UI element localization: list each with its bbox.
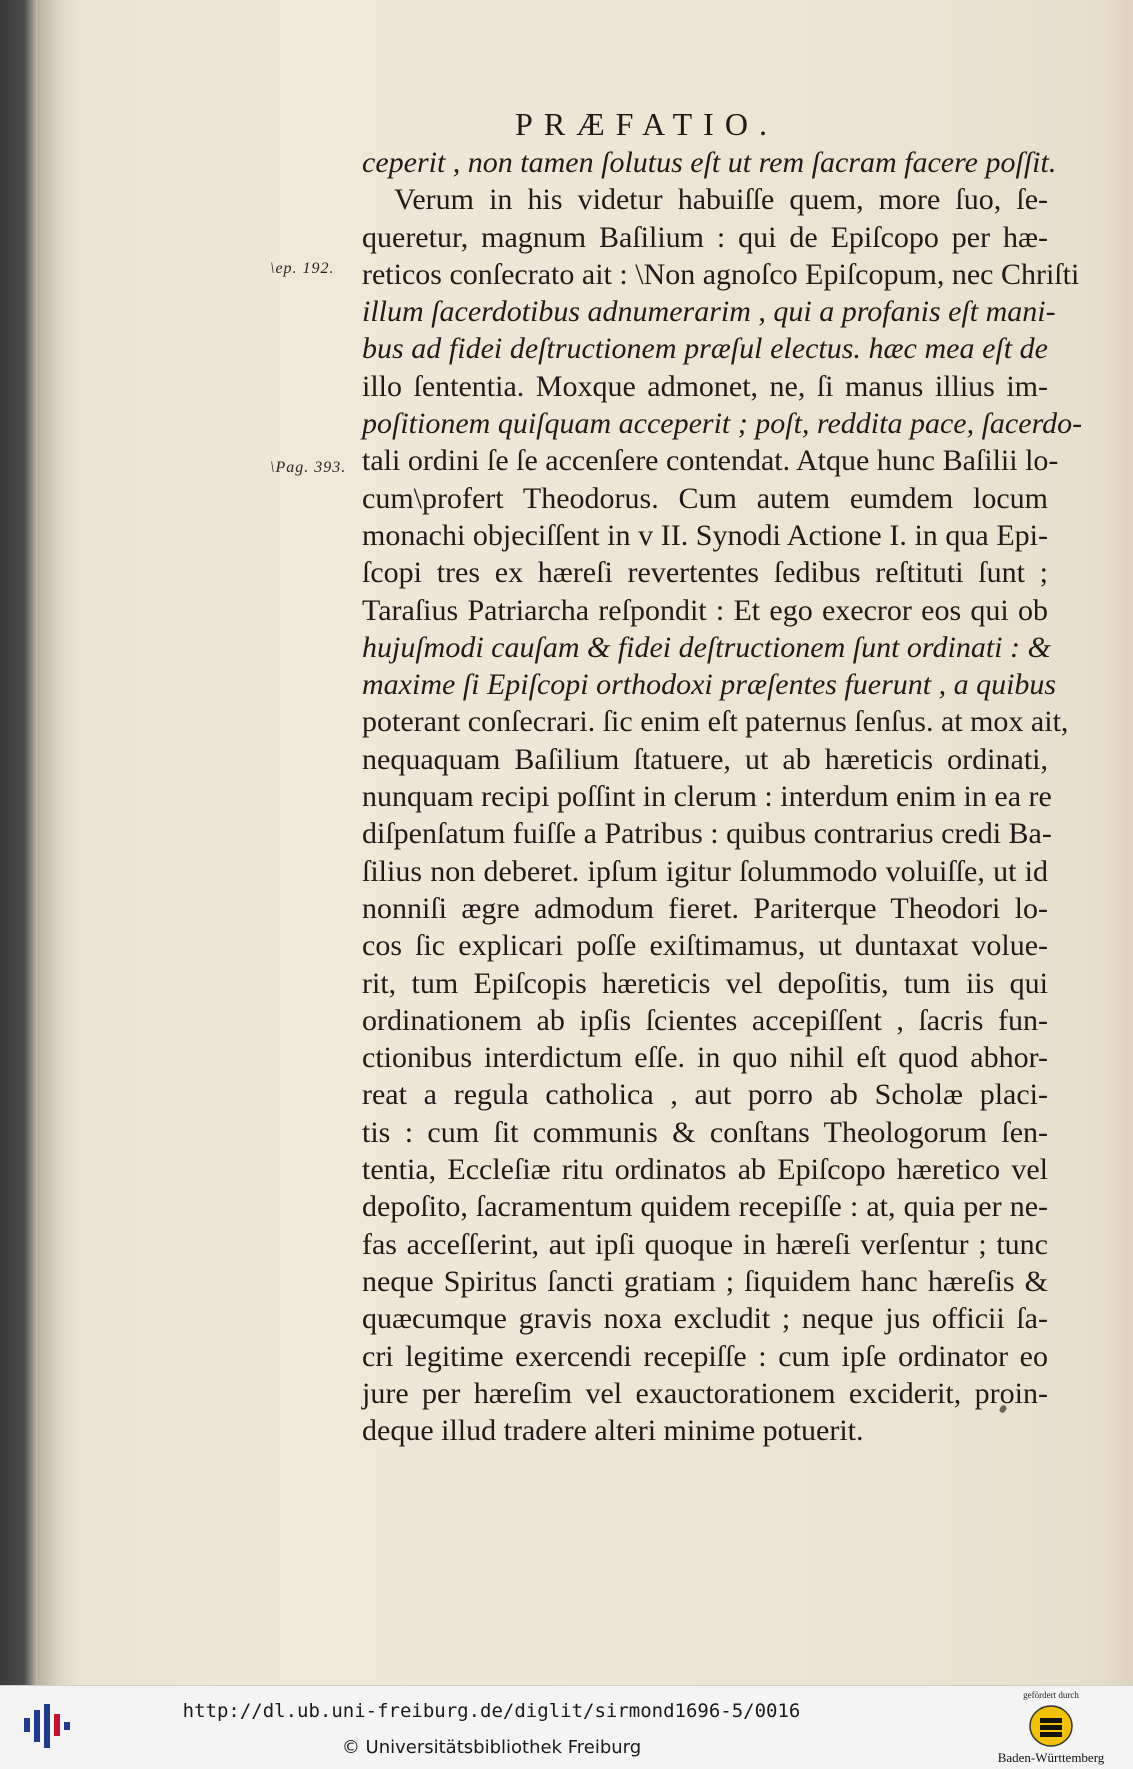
margin-note-ep: \ep. 192. [270,260,335,277]
text-line: quæcumque gravis noxa excludit ; neque jus officii ſa- [362,1302,1048,1336]
page-header: PRÆFATIO. [515,106,778,142]
text-line: illum ſacerdotibus adnumerarim , qui a profanis eſt mani- [362,295,1056,329]
text-line: deque illud tradere alteri minime potuerit. [362,1414,864,1448]
text-line: nunquam recipi poſſint in clerum : interdum enim in ea re [362,780,1052,814]
funding-state-name: Baden-Württemberg [997,1750,1105,1765]
text-line: cri legitime exercendi recepiſſe : cum ipſe ordinator eo [362,1339,1048,1373]
state-crest-icon [1028,1704,1074,1748]
text-line: hujuſmodi cauſam & fidei deſtructionem ſunt ordinati : & [362,630,1051,664]
text-line: bus ad fidei deſtructionem præſul electus. hæc mea eſt de [362,332,1048,366]
margin-note-pag: \Pag. 393. [270,459,347,476]
text-line: reticos conſecrato ait : \Non agnoſco Epiſcopum, nec Chriſti [362,257,1080,291]
text-line: maxime ſi Epiſcopi orthodoxi præſentes fuerunt , a quibus [362,668,1057,702]
text-line: monachi objeciſſent in v II. Synodi Actione I. in qua Epi- [362,518,1048,552]
text-line: ctionibus interdictum eſſe. in quo nihil eſt quod abhor- [362,1041,1048,1075]
text-line: tis : cum ſit communis & conſtans Theologorum ſen- [362,1115,1048,1149]
text-line: ſilius non deberet. ipſum igitur ſolummodo voluiſſe, ut id [362,854,1048,888]
body-text [362,144,1083,1449]
text-line: poſitionem quiſquam acceperit ; poſt, reddita pace, ſacerdo- [362,407,1083,441]
copyright-notice: © Universitätsbibliothek Freiburg [341,1737,642,1758]
text-line: nonniſi ægre admodum fieret. Pariterque Theodori lo- [362,891,1048,925]
text-line: illo ſententia. Moxque admonet, ne, ſi manus illius im- [362,369,1048,403]
text-line: neque Spiritus ſancti gratiam ; ſiquidem hanc hæreſis & [362,1264,1048,1298]
text-line: Verum in his videtur habuiſſe quem, more ſuo, ſe- [394,183,1048,217]
text-line: reat a regula catholica , aut porro ab Scholæ placi- [362,1078,1048,1112]
funding-label: gefördert durch [1023,1690,1079,1700]
text-line: fas acceſſerint, aut ipſi quoque in hæreſi verſentur ; tunc [362,1227,1048,1261]
text-line: poterant conſecrari. ſic enim eſt paternus ſenſus. at mox ait, [362,705,1069,739]
text-line: ceperit , non tamen ſolutus eſt ut rem ſacram facere poſſit. [362,146,1057,179]
text-line: Taraſius Patriarcha reſpondit : Et ego execror eos qui ob [362,593,1048,627]
funding-badge [976,1690,1126,1766]
text-line: nequaquam Baſilium ſtatuere, ut ab hæreticis ordinati, [362,742,1048,776]
text-line: cos ſic explicari poſſe exiſtimamus, ut duntaxat volue- [362,929,1048,963]
text-line: ordinationem ab ipſis ſcientes accepiſſent , ſacris fun- [362,1003,1048,1037]
text-line: depoſito, ſacramentum quidem recepiſſe : at, quia per ne- [362,1190,1048,1224]
text-line: rit, tum Epiſcopis hæreticis vel depoſitis, tum iis qui [362,966,1048,1000]
text-line: ſcopi tres ex hæreſi revertentes ſedibus reſtituti ſunt ; [362,556,1048,590]
text-line: jure per hæreſim vel exauctorationem exciderit, proin- [362,1376,1048,1410]
document-url-link[interactable]: http://dl.ub.uni-freiburg.de/diglit/sirmond1696-5/0016 [182,1700,801,1722]
page-gutter-shadow [38,0,78,1685]
text-line: tentia, Eccleſiæ ritu ordinatos ab Epiſcopo hæretico vel [362,1153,1048,1187]
text-line: cum\profert Theodorus. Cum autem eumdem locum [362,481,1048,515]
text-line: queretur, magnum Baſilium : qui de Epiſcopo per hæ- [362,220,1048,254]
text-line: diſpenſatum fuiſſe a Patribus : quibus contrarius credi Ba- [362,817,1052,851]
text-line: tali ordini ſe ſe accenſere contendat. Atque hunc Baſilii lo- [362,444,1059,478]
